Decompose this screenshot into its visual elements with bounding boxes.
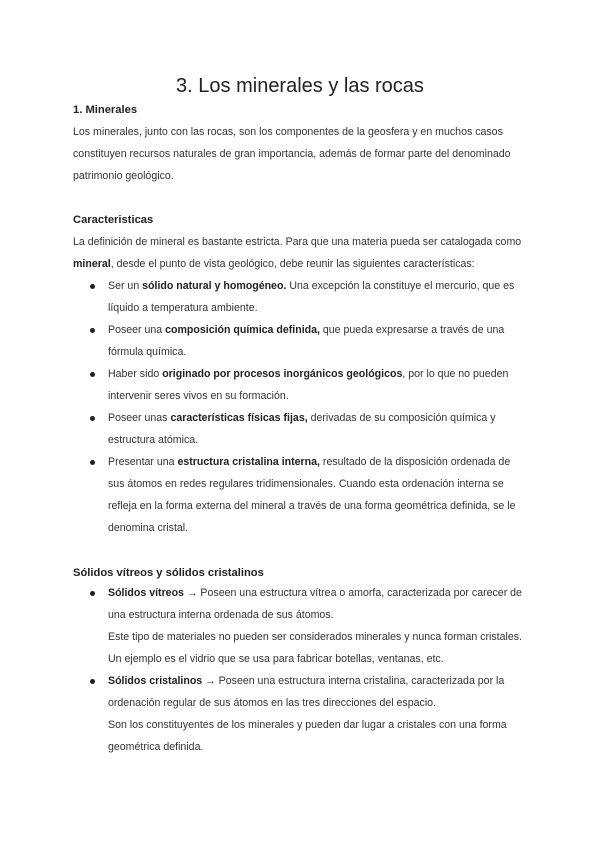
list-item (73, 451, 533, 539)
item-text: Ser un (108, 280, 143, 292)
bold-term: mineral (73, 258, 111, 270)
list-item (73, 319, 533, 363)
list-item (73, 407, 533, 451)
item-text: → Poseen una estructura interna cristalina, caracterizada por la (202, 675, 505, 687)
item-text: Poseer unas (108, 412, 171, 424)
item-text: resultado de la disposición ordenada de (319, 456, 511, 468)
bullet-icon (90, 328, 95, 333)
bullet-icon (90, 284, 95, 289)
bullet-icon (90, 679, 95, 684)
item-text: Haber sido (108, 368, 163, 380)
list-item (73, 582, 533, 670)
caracteristicas-intro (73, 231, 533, 275)
bold-term: estructura cristalina interna, (177, 456, 320, 468)
item-line: líquido a temperatura ambiente. (108, 302, 258, 314)
item-text: Una excepción la constituye el mercurio, que es (286, 280, 515, 292)
bullet-icon (90, 591, 95, 596)
list-item (73, 275, 533, 319)
paragraph-line: Los minerales, junto con las rocas, son los componentes de la geosfera y en muchos casos (73, 126, 503, 138)
page-title: 3. Los minerales y las rocas (176, 75, 424, 97)
item-line: Este tipo de materiales no pueden ser considerados minerales y nunca forman cristales. (108, 631, 522, 643)
caracteristicas-list (73, 275, 533, 539)
line-text: , desde el punto de vista geológico, debe reunir las siguientes características: (110, 258, 475, 270)
section-heading-solidos: Sólidos vítreos y sólidos cristalinos (73, 567, 264, 579)
bullet-icon (90, 460, 95, 465)
paragraph-line: La definición de mineral es bastante estricta. Para que una materia pueda ser catalogada como (73, 236, 522, 248)
item-line: geométrica definida. (108, 741, 204, 753)
bold-term: Sólidos vítreos (108, 587, 184, 599)
bullet-icon (90, 372, 95, 377)
item-text: Poseer una (108, 324, 166, 336)
item-line: sus átomos en redes regulares tridimensionales. Cuando esta ordenación interna se (108, 478, 504, 490)
item-line: Un ejemplo es el vidrio que se usa para fabricar botellas, ventanas, etc. (108, 653, 444, 665)
bold-term: sólido natural y homogéneo. (142, 280, 287, 292)
paragraph-line: constituyen recursos naturales de gran importancia, además de formar parte del denominado (73, 148, 511, 160)
list-item (73, 670, 533, 758)
item-text: Presentar una (108, 456, 178, 468)
item-line: fórmula química. (108, 346, 187, 358)
item-line: estructura atómica. (108, 434, 199, 446)
item-text: , por lo que no pueden (402, 368, 509, 380)
item-line: ordenación regular de sus átomos en las tres direcciones del espacio. (108, 697, 437, 709)
item-text: → Poseen una estructura vítrea o amorfa, caracterizada por carecer de (183, 587, 522, 599)
minerales-paragraph (73, 121, 533, 187)
paragraph-line (73, 253, 533, 275)
item-line: intervenir seres vivos en su formación. (108, 390, 289, 402)
bold-term: originado por procesos inorgánicos geológicos (162, 368, 403, 380)
solidos-list (73, 582, 533, 758)
bullet-icon (90, 416, 95, 421)
item-line: refleja en la forma externa del mineral a través de una forma geométrica definida, se le (108, 500, 516, 512)
item-line: denomina cristal. (108, 522, 189, 534)
section-heading-caracteristicas: Caracteristicas (73, 214, 154, 226)
list-item (73, 363, 533, 407)
paragraph-line: patrimonio geológico. (73, 170, 174, 182)
item-line: Son los constituyentes de los minerales y pueden dar lugar a cristales con una forma (108, 719, 507, 731)
item-line: una estructura interna ordenada de sus átomos. (108, 609, 334, 621)
item-text: derivadas de su composición química y (307, 412, 496, 424)
bold-term: composición química definida, (165, 324, 320, 336)
bold-term: características físicas fijas, (170, 412, 308, 424)
section-heading-minerales: 1. Minerales (73, 104, 138, 116)
bold-term: Sólidos cristalinos (108, 675, 203, 687)
item-text: que pueda expresarse a través de una (319, 324, 505, 336)
